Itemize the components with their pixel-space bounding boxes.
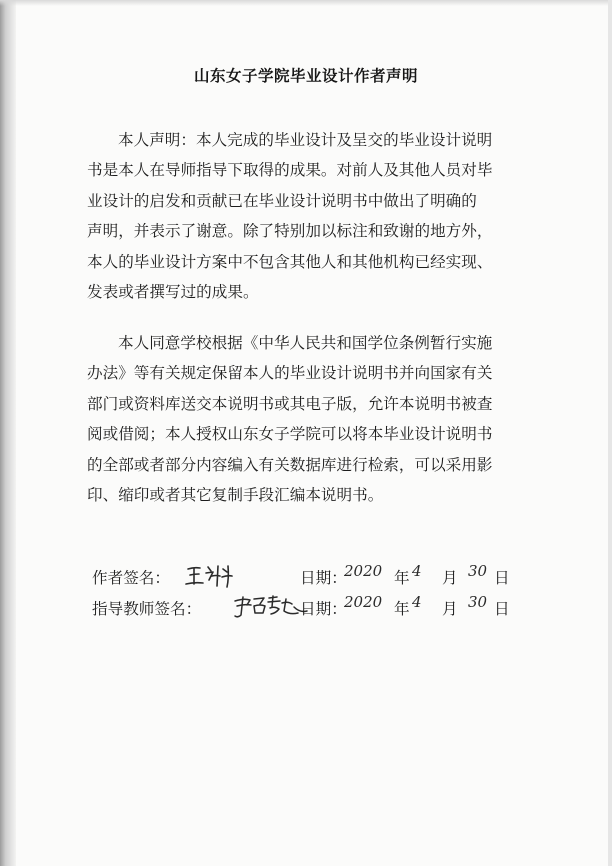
paragraph-line: 发表或者撰写过的成果。	[87, 283, 259, 302]
paragraph-line: 的全部或者部分内容编入有关数据库进行检索，可以采用影	[87, 455, 493, 474]
advisor-date-label: 日期：	[300, 600, 347, 618]
right-border	[608, 0, 612, 866]
advisor-month-unit: 月	[442, 600, 458, 618]
advisor-signature-label: 指导教师签名：	[92, 600, 202, 618]
paragraph-line: 业设计的启发和贡献已在毕业设计说明书中做出了明确的	[87, 191, 477, 210]
page-title: 山东女子学院毕业设计作者声明	[193, 67, 418, 85]
author-date-year: 2020	[344, 562, 383, 580]
advisor-day-unit: 日	[494, 600, 510, 618]
top-shade	[0, 0, 612, 6]
binding-shadow	[0, 0, 16, 866]
advisor-date-month: 4	[412, 593, 422, 611]
paragraph-line: 阅或借阅；本人授权山东女子学院可以将本毕业设计说明书	[87, 425, 493, 444]
advisor-date-day: 30	[468, 593, 488, 611]
paragraph-line: 印、缩印或者其它复制手段汇编本说明书。	[87, 486, 384, 505]
consent-paragraph	[87, 328, 537, 510]
author-date-label: 日期：	[300, 569, 347, 587]
author-date-month: 4	[412, 562, 422, 580]
paragraph-line: 部门或资料库送交本说明书或其电子版，允许本说明书被查	[87, 394, 493, 413]
author-signature-label: 作者签名：	[92, 569, 170, 587]
author-year-unit: 年	[394, 569, 410, 587]
paragraph-line: 本人的毕业设计方案中不包含其他人和其他机构已经实现、	[87, 252, 493, 271]
author-day-unit: 日	[494, 569, 510, 587]
paragraph-line: 声明，并表示了谢意。除了特别加以标注和致谢的地方外，	[87, 222, 493, 241]
paragraph-line: 本人声明：本人完成的毕业设计及呈交的毕业设计说明	[118, 131, 493, 149]
author-handwritten-signature	[182, 560, 262, 590]
declaration-paragraph	[87, 125, 537, 307]
paragraph-line: 书是本人在导师指导下取得的成果。对前人及其他人员对毕	[87, 161, 493, 180]
advisor-year-unit: 年	[394, 600, 410, 618]
paragraph-line: 办法》等有关规定保留本人的毕业设计说明书并向国家有关	[87, 364, 493, 383]
author-month-unit: 月	[442, 569, 458, 587]
author-date-day: 30	[468, 562, 488, 580]
paragraph-line: 本人同意学校根据《中华人民共和国学位条例暂行实施	[118, 334, 493, 352]
advisor-date-year: 2020	[344, 593, 383, 611]
